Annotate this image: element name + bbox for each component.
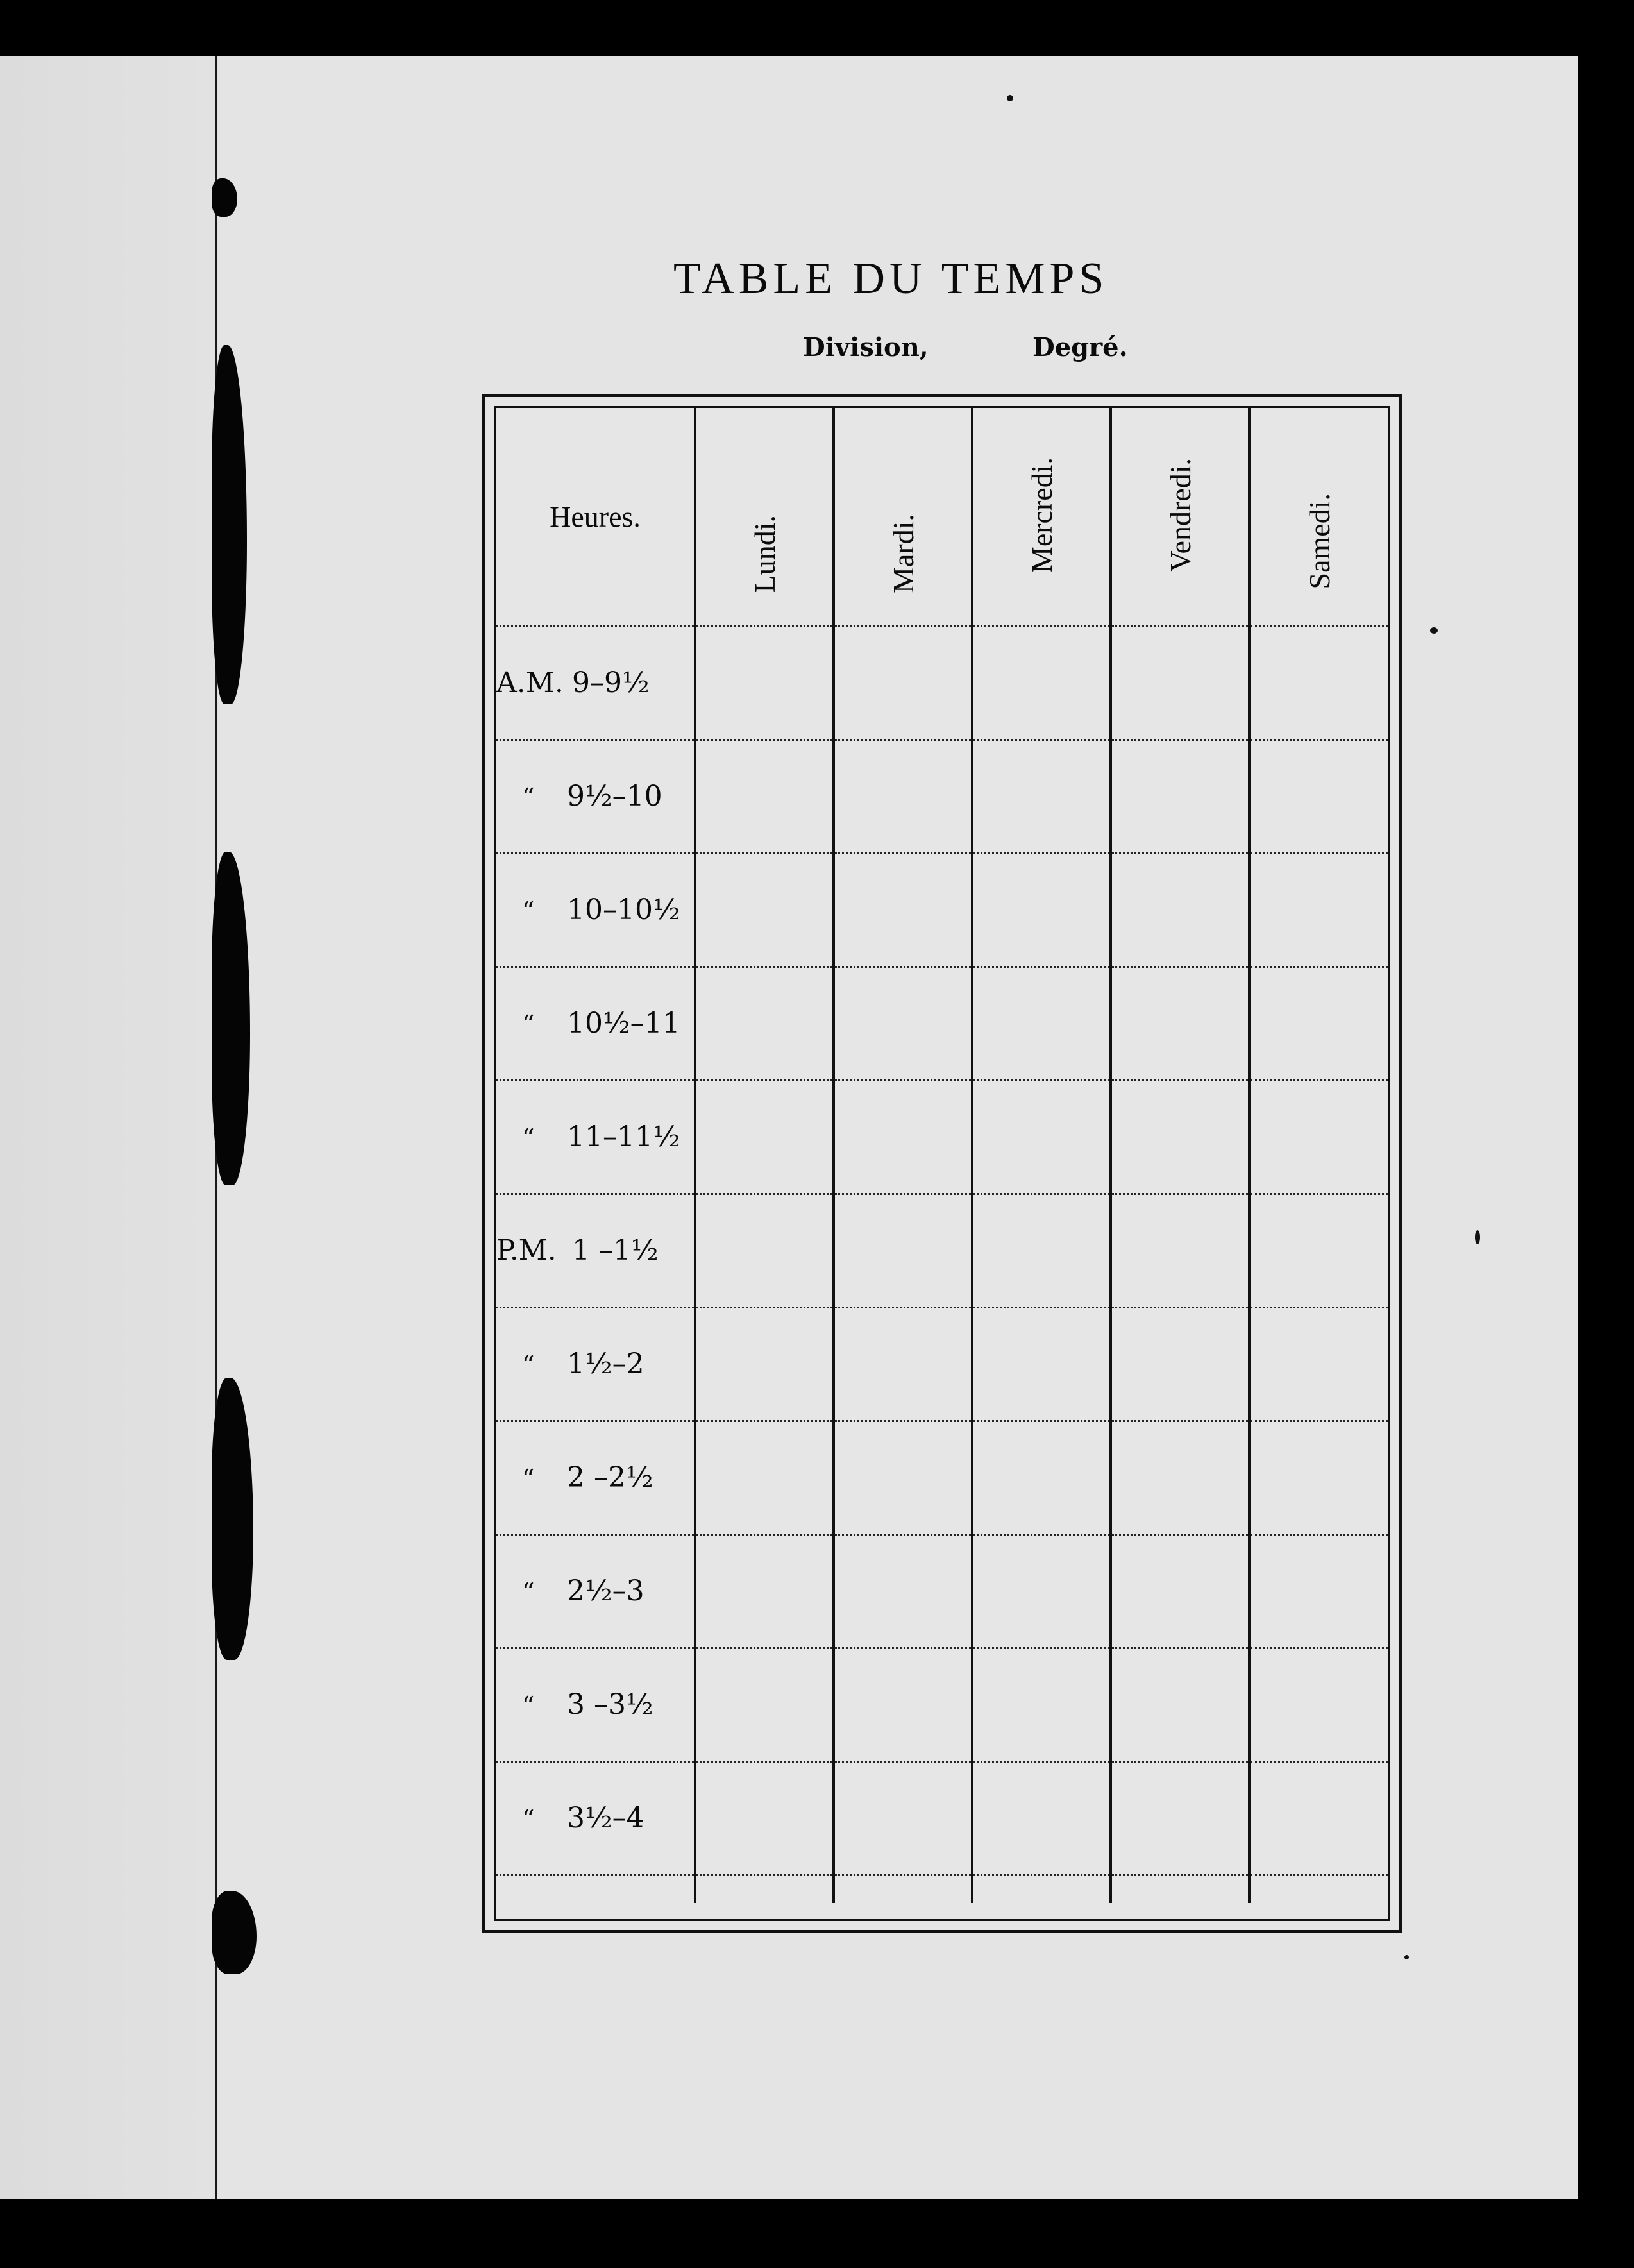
timetable-frame (482, 394, 1402, 1933)
time-range: 9–9½ (572, 666, 650, 699)
time-slot (496, 1534, 695, 1648)
time-slot (496, 1080, 695, 1194)
schedule-cell (695, 1194, 834, 1307)
degre-label: Degré. (1032, 332, 1128, 362)
ditto-mark: “ (522, 1010, 535, 1038)
table-row (496, 1534, 1388, 1648)
footer-cell (1249, 1875, 1388, 1903)
column-header-samedi (1249, 408, 1388, 626)
table-row (496, 853, 1388, 967)
schedule-cell (972, 1648, 1111, 1761)
column-header-mercredi (972, 408, 1111, 626)
page-title: TABLE DU TEMPS (673, 254, 1109, 303)
schedule-cell (834, 1534, 972, 1648)
schedule-cell (695, 853, 834, 967)
day-label: Mardi. (886, 514, 920, 594)
schedule-cell (1111, 1307, 1249, 1421)
time-range: 11–11½ (567, 1121, 680, 1153)
schedule-cell (972, 853, 1111, 967)
torn-edge-mark (212, 178, 237, 217)
footer-cell (496, 1875, 695, 1903)
schedule-cell (695, 1534, 834, 1648)
paper-speck (1475, 1230, 1480, 1244)
schedule-cell (695, 1080, 834, 1194)
time-slot (496, 1194, 695, 1307)
day-label: Vendredi. (1163, 458, 1197, 573)
schedule-cell (972, 1194, 1111, 1307)
schedule-cell (834, 1761, 972, 1875)
time-slot (496, 967, 695, 1080)
time-range: 2 –2½ (567, 1461, 653, 1494)
schedule-cell (1111, 853, 1249, 967)
ditto-mark: “ (522, 1805, 535, 1833)
period-label: A.M. (496, 666, 564, 699)
schedule-cell (695, 967, 834, 1080)
torn-edge-mark (212, 1891, 257, 1974)
schedule-cell (834, 740, 972, 853)
table-row (496, 626, 1388, 740)
schedule-cell (834, 1080, 972, 1194)
division-label: Division, (803, 332, 929, 362)
schedule-cell (972, 967, 1111, 1080)
table-row (496, 1080, 1388, 1194)
schedule-cell (1111, 740, 1249, 853)
schedule-cell (834, 1421, 972, 1534)
schedule-cell (834, 967, 972, 1080)
schedule-cell (972, 626, 1111, 740)
schedule-cell (1111, 967, 1249, 1080)
schedule-cell (1249, 967, 1388, 1080)
schedule-cell (1111, 1648, 1249, 1761)
schedule-cell (1249, 1761, 1388, 1875)
footer-cell (695, 1875, 834, 1903)
table-row (496, 1421, 1388, 1534)
ditto-mark: “ (522, 897, 535, 925)
footer-cell (834, 1875, 972, 1903)
time-range: 2½–3 (567, 1575, 644, 1607)
schedule-cell (695, 1421, 834, 1534)
time-slot (496, 1761, 695, 1875)
schedule-cell (972, 1307, 1111, 1421)
schedule-cell (1249, 1534, 1388, 1648)
schedule-cell (1111, 1761, 1249, 1875)
paper-speck (1007, 95, 1013, 101)
paper-speck (1430, 627, 1438, 634)
footer-cell (972, 1875, 1111, 1903)
schedule-cell (1111, 1080, 1249, 1194)
schedule-cell (972, 1421, 1111, 1534)
paper-speck (1404, 1955, 1409, 1959)
time-slot (496, 626, 695, 740)
schedule-cell (695, 1761, 834, 1875)
schedule-cell (695, 1307, 834, 1421)
time-range: 3½–4 (567, 1802, 644, 1834)
column-header-lundi (695, 408, 834, 626)
schedule-cell (972, 1534, 1111, 1648)
time-slot (496, 1307, 695, 1421)
torn-edge-mark (212, 852, 250, 1185)
table-footer-row (496, 1875, 1388, 1903)
schedule-cell (1249, 1648, 1388, 1761)
ditto-mark: “ (522, 1464, 535, 1493)
table-row (496, 1648, 1388, 1761)
period-label: P.M. (496, 1234, 557, 1267)
schedule-cell (1249, 853, 1388, 967)
day-label: Lundi. (748, 514, 781, 593)
schedule-cell (1249, 626, 1388, 740)
column-header-heures: Heures. (496, 408, 695, 626)
ditto-mark: “ (522, 1351, 535, 1379)
schedule-cell (972, 740, 1111, 853)
time-range: 9½–10 (567, 780, 662, 813)
ditto-mark: “ (522, 1124, 535, 1152)
ditto-mark: “ (522, 1691, 535, 1720)
table-row (496, 1307, 1388, 1421)
schedule-cell (695, 740, 834, 853)
schedule-cell (834, 1648, 972, 1761)
ditto-mark: “ (522, 1578, 535, 1606)
column-header-vendredi (1111, 408, 1249, 626)
table-row (496, 1761, 1388, 1875)
schedule-cell (695, 626, 834, 740)
schedule-cell (1111, 1421, 1249, 1534)
schedule-cell (834, 853, 972, 967)
column-header-mardi (834, 408, 972, 626)
schedule-cell (1249, 1194, 1388, 1307)
time-range: 3 –3½ (567, 1688, 653, 1721)
schedule-cell (972, 1761, 1111, 1875)
time-slot (496, 740, 695, 853)
schedule-cell (1111, 1194, 1249, 1307)
header-row (496, 408, 1388, 626)
time-slot (496, 1648, 695, 1761)
time-range: 10½–11 (567, 1007, 680, 1040)
schedule-cell (695, 1648, 834, 1761)
schedule-cell (834, 626, 972, 740)
page-gutter (0, 56, 218, 2199)
timetable-grid (496, 408, 1388, 1903)
schedule-cell (972, 1080, 1111, 1194)
time-range: 1 –1½ (572, 1234, 659, 1267)
torn-edge-mark (212, 1378, 253, 1660)
time-range: 10–10½ (567, 893, 680, 926)
torn-edge-mark (212, 345, 247, 704)
table-row (496, 740, 1388, 853)
schedule-cell (1249, 1080, 1388, 1194)
day-label: Samedi. (1302, 493, 1336, 589)
time-range: 1½–2 (567, 1348, 644, 1380)
schedule-cell (1249, 1307, 1388, 1421)
schedule-cell (834, 1194, 972, 1307)
time-slot (496, 1421, 695, 1534)
ditto-mark: “ (522, 783, 535, 811)
schedule-cell (1249, 1421, 1388, 1534)
schedule-cell (1111, 1534, 1249, 1648)
footer-cell (1111, 1875, 1249, 1903)
table-row (496, 967, 1388, 1080)
time-slot (496, 853, 695, 967)
day-label: Mercredi. (1025, 457, 1058, 573)
table-row (496, 1194, 1388, 1307)
schedule-cell (1249, 740, 1388, 853)
schedule-cell (834, 1307, 972, 1421)
schedule-cell (1111, 626, 1249, 740)
